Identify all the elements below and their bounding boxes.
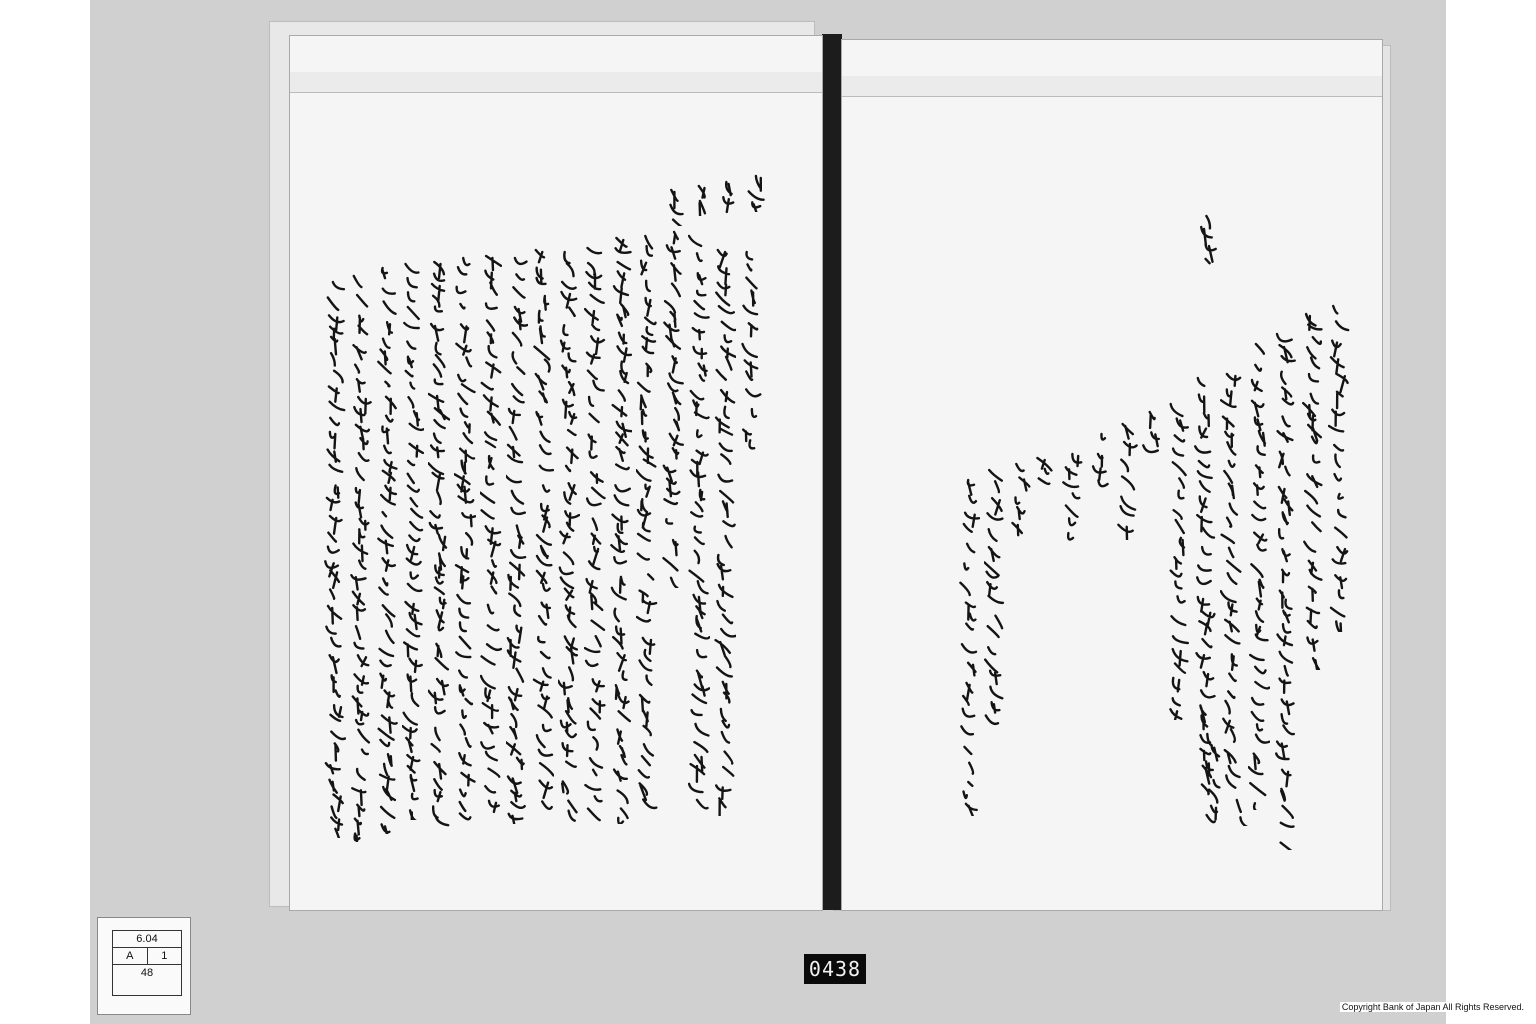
archive-label-code: 6.04	[113, 931, 181, 948]
right-handwriting-column	[1142, 408, 1164, 468]
left-header-mark	[718, 178, 740, 214]
left-handwriting-column	[428, 258, 450, 828]
right-handwriting-column	[1248, 340, 1270, 810]
frame-number: 0438	[804, 954, 866, 984]
book-spine	[822, 34, 842, 910]
left-handwriting-column	[376, 264, 398, 834]
archive-label-series	[113, 948, 181, 965]
archive-label-volume: 48	[140, 967, 154, 979]
left-handwriting-column	[480, 252, 502, 822]
left-handwriting-column	[350, 272, 372, 842]
left-header-mark	[666, 186, 688, 226]
left-header-mark	[746, 172, 768, 212]
left-handwriting-column	[532, 246, 554, 826]
right-header-mark	[1202, 730, 1224, 840]
right-handwriting-column	[1302, 310, 1324, 670]
right-handwriting-column	[1090, 430, 1112, 490]
left-handwriting-column	[636, 232, 658, 812]
right-handwriting-column	[958, 476, 980, 816]
right-handwriting-column	[1274, 330, 1296, 850]
left-handwriting-column	[454, 254, 476, 824]
right-handwriting-column	[1010, 460, 1032, 540]
left-header-mark	[692, 182, 714, 216]
right-handwriting-column	[1116, 420, 1138, 540]
right-handwriting-column	[1062, 450, 1084, 550]
right-header-mark	[1198, 212, 1220, 272]
left-page-fold	[290, 72, 822, 93]
archive-label	[112, 930, 182, 996]
right-page-fold	[842, 76, 1382, 97]
archive-label-series-letter: A	[113, 948, 148, 964]
right-header-mark	[1230, 796, 1252, 826]
archive-label-series-number: 1	[161, 950, 168, 962]
left-handwriting-column	[714, 246, 736, 816]
right-handwriting-column	[1036, 454, 1058, 494]
right-page	[842, 40, 1382, 910]
left-handwriting-column	[584, 244, 606, 824]
copyright-notice: Copyright Bank of Japan All Rights Reserved.	[1341, 1002, 1524, 1012]
right-handwriting-column	[984, 466, 1006, 726]
open-ledger-book	[262, 10, 1402, 910]
left-handwriting-column	[324, 278, 346, 838]
left-handwriting-column	[558, 248, 580, 828]
left-handwriting-column	[740, 248, 762, 458]
right-handwriting-column	[1168, 400, 1190, 720]
left-handwriting-column	[688, 232, 710, 812]
left-handwriting-column	[402, 260, 424, 820]
left-handwriting-column	[506, 254, 528, 824]
right-handwriting-column	[1328, 302, 1350, 632]
left-handwriting-column	[610, 234, 632, 824]
left-handwriting-column	[662, 228, 684, 588]
